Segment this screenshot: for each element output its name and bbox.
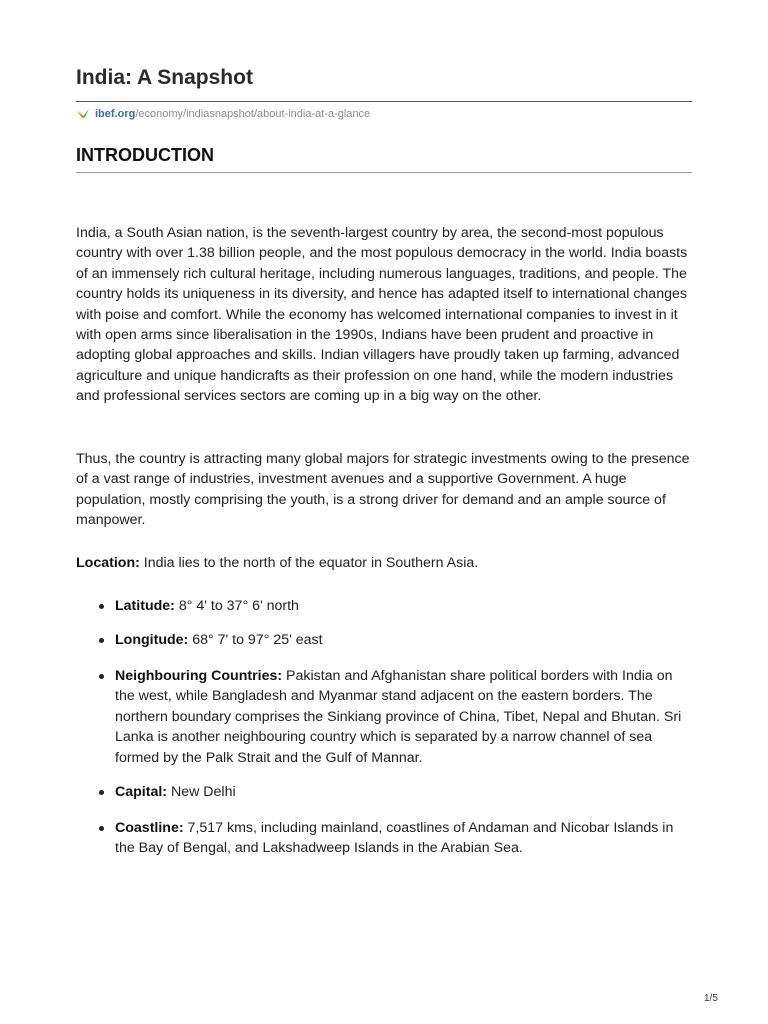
location-paragraph — [76, 553, 694, 573]
intro-paragraph-2: Thus, the country is attracting many global majors for strategic investments owing to the presence of a vast range of industries, investment avenues and a supportive Government. A huge population, mostly comprising the youth, is a strong driver for demand and an ample source of manpower. — [76, 451, 690, 529]
fact-text: 8° 4' to 37° 6' north — [174, 598, 299, 614]
source-path[interactable]: /economy/indiasnapshot/about-india-at-a-glance — [135, 108, 371, 120]
fact-label: Coastline: — [115, 820, 184, 836]
bullet-icon — [99, 674, 104, 679]
location-label: Location: — [76, 555, 140, 571]
fact-label: Neighbouring Countries: — [115, 668, 283, 684]
section-divider — [76, 172, 692, 173]
fact-text: New Delhi — [167, 784, 236, 800]
bullet-icon — [99, 604, 104, 609]
section-heading: INTRODUCTION — [76, 145, 214, 165]
source-domain[interactable]: ibef.org — [95, 108, 136, 120]
fact-text: 68° 7' to 97° 25' east — [188, 632, 323, 648]
bullet-icon — [99, 790, 104, 795]
bullet-icon — [99, 638, 104, 643]
page-number: 1/5 — [704, 993, 718, 1004]
page-title: India: A Snapshot — [76, 66, 253, 89]
site-favicon-icon — [76, 107, 90, 121]
fact-label: Latitude: — [115, 598, 175, 614]
list-item-capital — [115, 782, 693, 802]
list-item-coastline — [115, 818, 693, 859]
fact-text: 7,517 kms, including mainland, coastlines of Andaman and Nicobar Islands in the Bay of Bengal, and Lakshadweep Islands in the Arabian Sea. — [115, 820, 674, 857]
list-item-longitude — [115, 630, 693, 650]
location-text: India lies to the north of the equator in Southern Asia. — [139, 555, 479, 571]
fact-label: Longitude: — [115, 632, 189, 648]
list-item-latitude — [115, 596, 693, 616]
source-link[interactable] — [76, 107, 370, 121]
fact-label: Capital: — [115, 784, 168, 800]
intro-paragraph-1: India, a South Asian nation, is the seventh-largest country by area, the second-most populous country with over 1.38 billion people, and the most populous democracy in the world. India boasts of an immensely rich cultural heritage, including numerous languages, traditions, and people. The country holds its uniqueness in its diversity, and hence has adapted itself to international changes with poise and comfort. While the economy has welcomed international companies to invest in it with open arms since liberalisation in the 1990s, Indians have been prudent and proactive in adopting global approaches and skills. Indian villagers have proudly taken up farming, advanced agriculture and unique handicrafts as their profession on one hand, while the modern industries and professional services sectors are coming up in a big way on the other. — [76, 225, 688, 405]
fact-text: Pakistan and Afghanistan share political borders with India on the west, while Bangladesh and Myanmar stand adjacent on the eastern borders. The northern boundary comprises the Sinkiang province of China, Tibet, Nepal and Bhutan. Sri Lanka is another neighbouring country which is separated by a narrow channel of sea formed by the Palk Strait and the Gulf of Mannar. — [115, 668, 682, 766]
title-divider — [76, 101, 692, 102]
list-item-neighbouring-countries — [115, 666, 693, 768]
bullet-icon — [99, 826, 104, 831]
